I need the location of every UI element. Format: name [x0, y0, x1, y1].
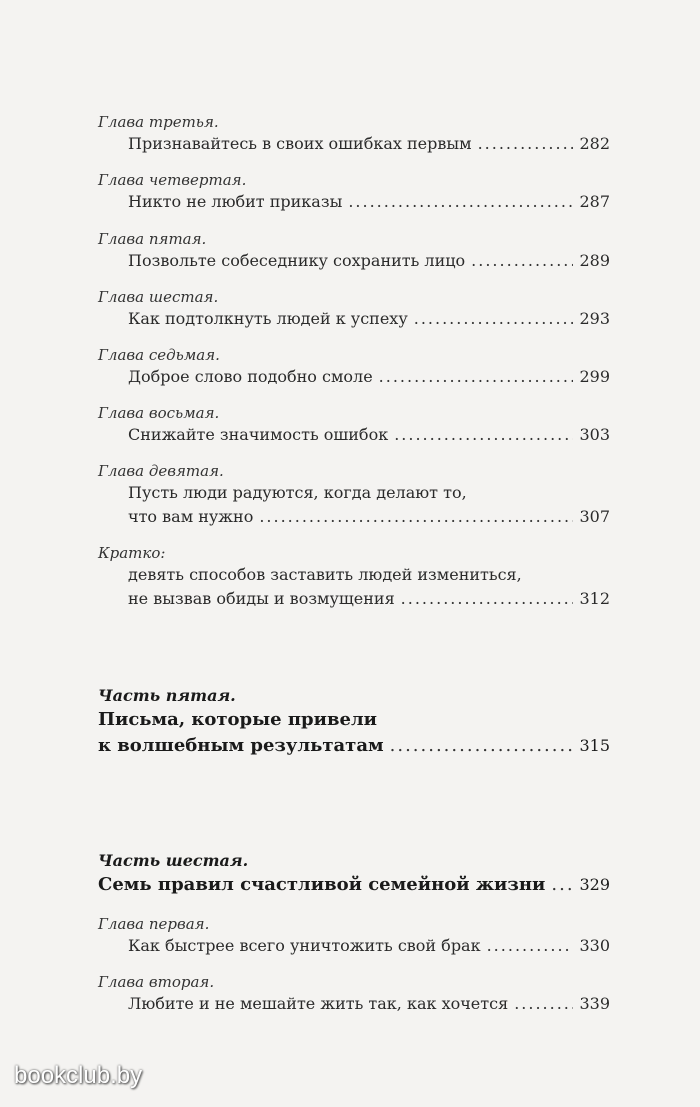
- leader-dots: [478, 132, 574, 156]
- part-title: Семь правил счастливой семейной жизни: [98, 874, 546, 895]
- part-line: [98, 707, 610, 733]
- leader-dots: [394, 423, 573, 447]
- chapter-label: Глава седьмая.: [98, 346, 220, 364]
- chapter-title: Никто не любит приказы: [128, 192, 343, 211]
- page-number: 293: [579, 309, 610, 328]
- chapter-title: Снижайте значимость ошибок: [128, 425, 389, 444]
- toc-line: [98, 132, 610, 156]
- chapter-title: Позвольте собеседнику сохранить лицо: [128, 251, 466, 270]
- toc-line: [98, 365, 610, 389]
- chapter-title: Доброе слово подобно смоле: [128, 367, 373, 386]
- chapter-label: Глава четвертая.: [98, 171, 247, 189]
- chapter-label: Глава вторая.: [98, 973, 215, 991]
- leader-dots: [487, 934, 574, 958]
- page-number: 339: [579, 994, 610, 1013]
- chapter-label: Глава шестая.: [98, 288, 219, 306]
- toc-entry: [98, 287, 610, 331]
- page-number: 282: [579, 134, 610, 153]
- chapter-label: Глава пятая.: [98, 230, 207, 248]
- toc-entry: [98, 112, 610, 156]
- toc-line: [98, 307, 610, 331]
- leader-dots: [514, 992, 573, 1016]
- leader-dots: [379, 365, 574, 389]
- toc-line: [98, 934, 610, 958]
- toc-line: [98, 190, 610, 214]
- watermark: bookclub.by: [14, 1062, 143, 1089]
- part-line: [98, 872, 610, 898]
- toc-line: [98, 563, 610, 587]
- chapter-label: Глава девятая.: [98, 462, 224, 480]
- chapter-title: Любите и не мешайте жить так, как хочется: [128, 994, 509, 1013]
- leader-dots: [401, 587, 574, 611]
- chapter-title: девять способов заставить людей измениться,: [128, 565, 522, 584]
- toc-entry: [98, 543, 610, 611]
- toc-entry: [98, 461, 610, 529]
- page-number: 315: [579, 736, 610, 755]
- chapter-title: Признавайтесь в своих ошибках первым: [128, 134, 472, 153]
- toc-line: [98, 587, 610, 611]
- chapter-title: Как подтолкнуть людей к успеху: [128, 309, 408, 328]
- part-label: Часть шестая.: [98, 851, 249, 870]
- chapter-label: Кратко:: [98, 544, 166, 562]
- part-label: Часть пятая.: [98, 686, 236, 705]
- page-number: 307: [579, 507, 610, 526]
- page-number: 287: [579, 192, 610, 211]
- page-number: 312: [579, 589, 610, 608]
- page-number: 299: [579, 367, 610, 386]
- part-line: [98, 733, 610, 759]
- leader-dots: [259, 505, 573, 529]
- leader-dots: [390, 733, 574, 759]
- toc-line: [98, 423, 610, 447]
- part-entry: [98, 850, 610, 898]
- toc-entry: [98, 403, 610, 447]
- leader-dots: [471, 249, 573, 273]
- page-number: 330: [579, 936, 610, 955]
- part-title: Письма, которые привели: [98, 709, 377, 730]
- toc-line: [98, 481, 610, 505]
- leader-dots: [348, 190, 573, 214]
- chapter-title: Как быстрее всего уничтожить свой брак: [128, 936, 481, 955]
- toc-entry: [98, 972, 610, 1016]
- leader-dots: [551, 872, 573, 898]
- chapter-title-cont: не вызвав обиды и возмущения: [128, 589, 395, 608]
- page-number: 289: [579, 251, 610, 270]
- chapter-title: Пусть люди радуются, когда делают то,: [128, 483, 467, 502]
- toc-entry: [98, 345, 610, 389]
- toc-entry: [98, 170, 610, 214]
- toc-entry: [98, 229, 610, 273]
- toc-line: [98, 505, 610, 529]
- chapter-title-cont: что вам нужно: [128, 507, 254, 526]
- part-entry: [98, 685, 610, 759]
- page-number: 329: [579, 875, 610, 894]
- leader-dots: [414, 307, 574, 331]
- toc-entry: [98, 914, 610, 958]
- toc-line: [98, 992, 610, 1016]
- chapter-label: Глава первая.: [98, 915, 210, 933]
- toc-line: [98, 249, 610, 273]
- page-number: 303: [579, 425, 610, 444]
- part-title-cont: к волшебным результатам: [98, 735, 384, 756]
- chapter-label: Глава третья.: [98, 113, 219, 131]
- chapter-label: Глава восьмая.: [98, 404, 220, 422]
